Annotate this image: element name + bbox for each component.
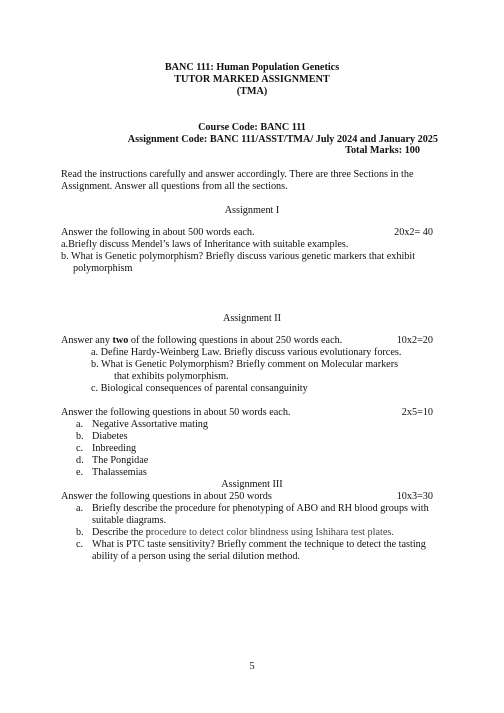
list-label: c. [76,443,84,454]
assignment-type-title: TUTOR MARKED ASSIGNMENT [174,74,330,85]
assignment-2-heading: Assignment II [222,313,281,324]
assignment-2-marks: 10x2=20 [396,335,433,346]
assignment-2-prompt [61,335,342,347]
assignment-2-question-b: b. What is Genetic Polymorphism? Briefly comment on Molecular markers [91,359,399,370]
list-item: Negative Assortative mating [92,419,208,430]
question-text: Describe the p [92,527,151,538]
list-item: Diabetes [92,431,128,442]
short-item [76,431,128,443]
assignment-code: Assignment Code: BANC 111/ASST/TMA/ July 2024 and January 2025 [127,134,438,145]
question-text-rest: rocedure to detect color blindness using Ishihara test plates. [150,527,394,538]
list-label: b. [76,431,84,442]
assignment-3-question-a [76,503,429,515]
assignment-2-question-a: a. Define Hardy-Weinberg Law. Briefly discuss various evolutionary forces. [91,347,402,358]
question-text: Briefly describe the procedure for phenotyping of ABO and RH blood groups with [92,503,429,514]
question-text: What is PTC taste sensitivity? Briefly comment the technique to detect the tasting [92,539,426,550]
short-item [76,443,136,455]
tma-label: (TMA) [236,86,268,97]
prompt-text: Answer any [61,335,113,346]
course-title: BANC 111: Human Population Genetics [164,62,340,73]
assignment-3-question-b [76,527,394,539]
assignment-2-question-c: c. Biological consequences of parental consanguinity [91,383,308,394]
list-label: a. [76,503,84,514]
assignment-2-question-b-cont: that exhibits polymorphism. [114,371,229,382]
short-answer-marks: 2x5=10 [401,407,433,418]
short-item [76,419,208,431]
prompt-emphasis: two [112,335,129,346]
assignment-1-question-b: b. What is Genetic polymorphism? Briefly discuss various genetic markers that exhibit [61,251,416,262]
list-item: Inbreeding [92,443,137,454]
total-marks: Total Marks: 100 [345,145,420,156]
assignment-1-heading: Assignment I [224,205,280,216]
list-label: b. [76,527,84,538]
assignment-3-prompt: Answer the following questions in about 250 words [61,491,272,502]
assignment-1-marks: 20x2= 40 [394,227,433,238]
assignment-3-heading: Assignment III [221,479,283,490]
assignment-3-question-c [76,539,426,551]
short-item [76,467,147,479]
list-label: d. [76,455,84,466]
list-label: c. [76,539,84,550]
instructions-line-2: Assignment. Answer all questions from all the sections. [61,181,288,192]
list-label: e. [76,467,84,478]
assignment-3-question-a-cont: suitable diagrams. [92,515,167,526]
short-item [76,455,148,467]
page-number: 5 [249,661,255,672]
course-code: Course Code: BANC 111 [198,122,306,133]
prompt-text-rest: of the following questions in about 250 words each. [128,335,343,346]
list-item: Thalassemias [92,467,147,478]
assignment-3-question-c-cont: ability of a person using the serial dilution method. [92,551,300,562]
assignment-1-question-b-cont: polymorphism [73,263,133,274]
instructions-line-1: Read the instructions carefully and answer accordingly. There are three Sections in the [61,169,414,180]
assignment-1-question-a: a.Briefly discuss Mendel’s laws of Inheritance with suitable examples. [61,239,349,250]
list-item: The Pongidae [92,455,149,466]
list-label: a. [76,419,84,430]
assignment-1-prompt: Answer the following in about 500 words each. [61,227,255,238]
assignment-3-marks: 10x3=30 [396,491,433,502]
short-answer-prompt: Answer the following questions in about 50 words each. [61,407,291,418]
